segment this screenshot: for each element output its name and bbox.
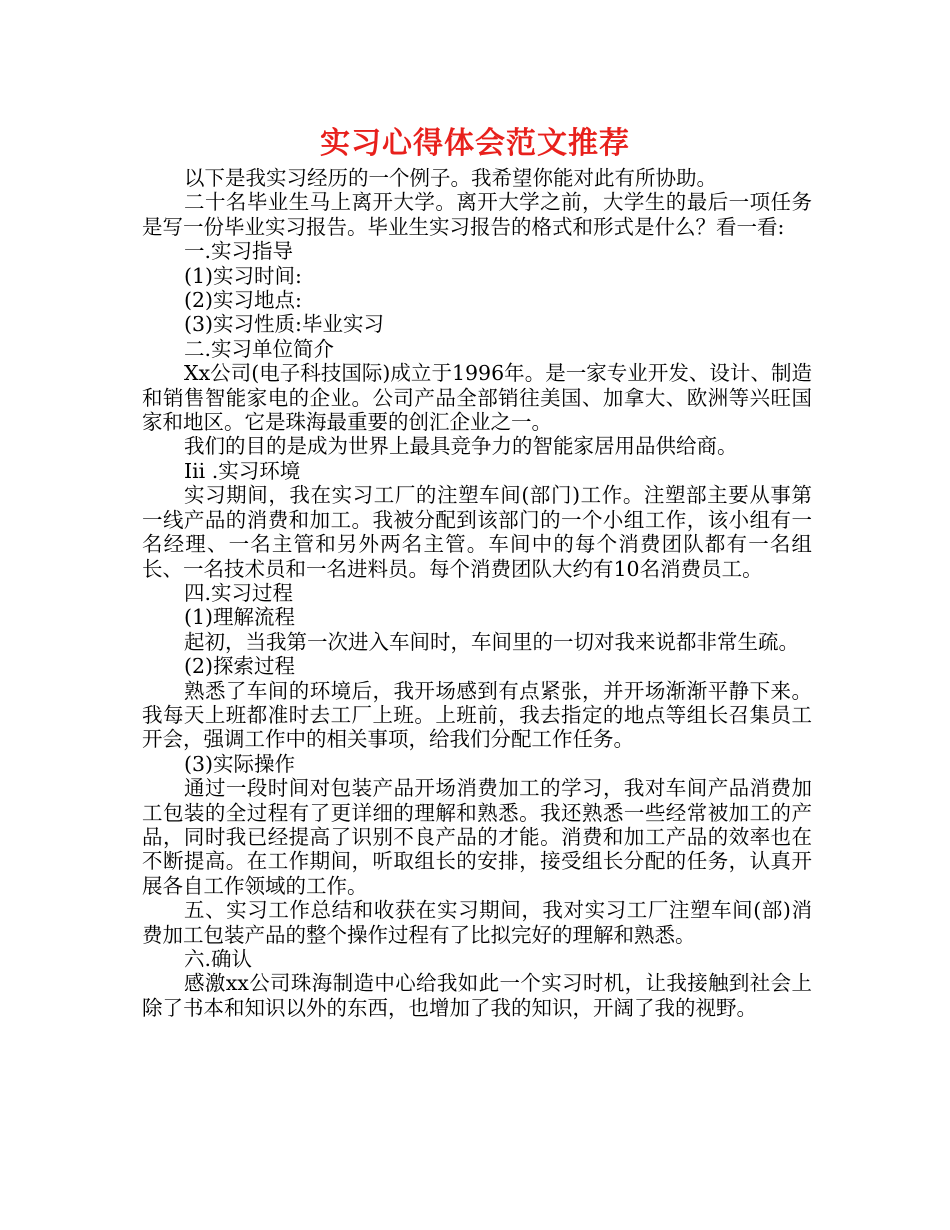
section-heading-environment: Iii .实习环境 [184, 458, 301, 483]
list-item-nature: (3)实习性质:毕业实习 [184, 312, 384, 337]
document-body [142, 166, 812, 1020]
section-heading-acknowledgement: 六.确认 [184, 947, 253, 971]
paragraph-intro: 以下是我实习经历的一个例子。我希望你能对此有所协助。 [184, 166, 717, 190]
paragraph-background: 二十名毕业生马上离开大学。离开大学之前，大学生的最后一项任务是写一份毕业实习报告。毕业生实习报告的格式和形式是什么？看一看: [142, 190, 812, 239]
paragraph-understanding: 起初，当我第一次进入车间时，车间里的一切对我来说都非常生疏。 [184, 629, 799, 654]
subheading-exploring: (2)探索过程 [184, 654, 296, 679]
section-heading-process: 四.实习过程 [184, 580, 294, 605]
paragraph-company-intro: Xx公司(电子科技国际)成立于1996年。是一家专业开发、设计、制造和销售智能家电的企业。公司产品全部销往美国、加拿大、欧洲等兴旺国家和地区。它是珠海最重要的创汇企业之一。 [142, 361, 812, 435]
paragraph-environment: 实习期间，我在实习工厂的注塑车间(部门)工作。注塑部主要从事第一线产品的消费和加工。我被分配到该部门的一个小组工作，该小组有一名经理、一名主管和另外两名主管。车间中的每个消费团队都有一名组长、一名技术员和一名进料员。每个消费团队大约有10名消费员工。 [142, 483, 812, 581]
paragraph-practice: 通过一段时间对包装产品开场消费加工的学习，我对车间产品消费加工包装的全过程有了更详细的理解和熟悉。我还熟悉一些经常被加工的产品，同时我已经提高了识别不良产品的才能。消费和加工产品的效率也在不断提高。在工作期间，听取组长的安排，接受组长分配的任务，认真开展各自工作领域的工作。 [142, 776, 812, 898]
paragraph-acknowledgement: 感激xx公司珠海制造中心给我如此一个实习时机，让我接触到社会上除了书本和知识以外的东西，也增加了我的知识，开阔了我的视野。 [142, 971, 812, 1020]
subheading-practice: (3)实际操作 [184, 751, 296, 776]
section-heading-company: 二.实习单位简介 [184, 336, 335, 361]
paragraph-summary: 五、实习工作总结和收获在实习期间，我对实习工厂注塑车间(部)消费加工包装产品的整个操作过程有了比拟完好的理解和熟悉。 [142, 898, 812, 947]
paragraph-exploring: 熟悉了车间的环境后，我开场感到有点紧张，并开场渐渐平静下来。我每天上班都准时去工厂上班。上班前，我去指定的地点等组长召集员工开会，强调工作中的相关事项，给我们分配工作任务。 [142, 678, 812, 752]
section-heading-guidance: 一.实习指导 [184, 239, 294, 264]
list-item-time: (1)实习时间: [184, 263, 302, 288]
document-title: 实习心得体会范文推荐 [320, 126, 630, 161]
list-item-location: (2)实习地点: [184, 288, 302, 313]
paragraph-company-goal: 我们的目的是成为世界上最具竞争力的智能家居用品供给商。 [184, 434, 738, 459]
subheading-understanding: (1)理解流程 [184, 605, 296, 630]
